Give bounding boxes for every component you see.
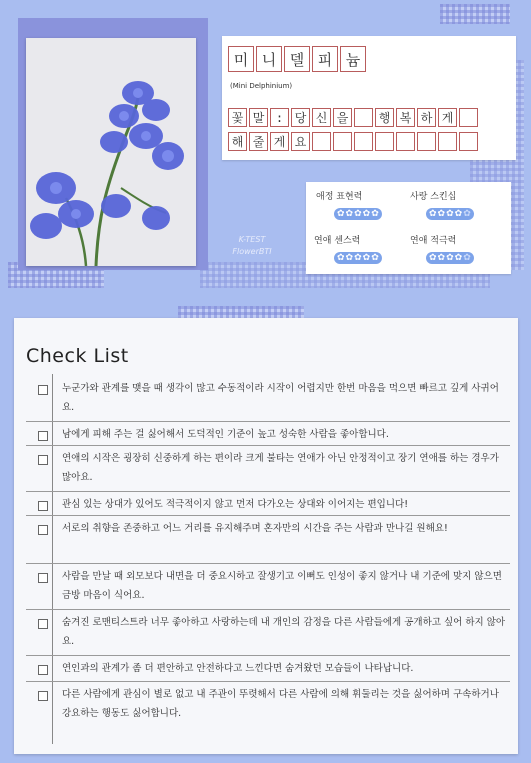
checklist-item-text: 다른 사람에게 관심이 별로 없고 내 주관이 뚜렷해서 다른 사람에 의해 휘둘리는 것을 싫어하며 구속하거나 강요하는 행동도 싫어합니다. [62, 689, 499, 719]
name-cell: 늄 [340, 46, 366, 72]
star-icon: ✿ [463, 253, 471, 263]
checklist-item [14, 422, 518, 446]
star-icon: ✿ [429, 209, 437, 219]
star-rating [334, 252, 382, 264]
star-icon: ✿ [354, 209, 362, 219]
stat-label: 연애 적극력 [410, 236, 457, 246]
checkbox[interactable] [38, 619, 48, 629]
checkbox[interactable] [38, 573, 48, 583]
meaning-cell: 꽃 [228, 108, 247, 127]
checkbox[interactable] [38, 691, 48, 701]
meaning-cell: 요 [291, 132, 310, 151]
name-cell: 미 [228, 46, 254, 72]
meaning-cell [312, 132, 331, 151]
flower-meaning-row-1 [228, 108, 478, 127]
brand-tag-line2: FlowerBTI [232, 247, 272, 256]
star-icon: ✿ [446, 209, 454, 219]
checklist-item-text: 남에게 피해 주는 걸 싫어해서 도덕적인 기준이 높고 성숙한 사람을 좋아합니다. [62, 429, 389, 440]
meaning-cell: 신 [312, 108, 331, 127]
meaning-cell: : [270, 108, 289, 127]
checklist-item [14, 516, 518, 564]
checklist-item-text: 서로의 취향을 존중하고 어느 거리를 유지해주며 혼자만의 시간을 주는 사람과 만나길 원해요! [62, 523, 448, 534]
brand-tag [222, 234, 282, 258]
meaning-cell [459, 132, 478, 151]
star-icon: ✿ [371, 209, 379, 219]
flower-photo [26, 38, 196, 266]
star-icon: ✿ [454, 253, 463, 263]
star-rating [426, 208, 474, 220]
meaning-cell [375, 132, 394, 151]
meaning-cell: 복 [396, 108, 415, 127]
checklist-item [14, 656, 518, 682]
meaning-cell [354, 132, 373, 151]
meaning-cell: 행 [375, 108, 394, 127]
flower-name-grid [228, 46, 366, 72]
meaning-cell [354, 108, 373, 127]
checklist-item [14, 446, 518, 492]
checklist-item-text: 누군가와 관계를 맺을 때 생각이 많고 수동적이라 시작이 어렵지만 한번 마음을 먹으면 빠르고 깊게 사귀어요. [62, 383, 499, 413]
checkbox[interactable] [38, 525, 48, 535]
meaning-cell [417, 132, 436, 151]
checkbox[interactable] [38, 501, 48, 511]
star-icon: ✿ [337, 253, 345, 263]
checklist-item-text: 연인과의 관계가 좀 더 편안하고 안전하다고 느낀다면 숨겨왔던 모습들이 나타납니다. [62, 663, 414, 674]
flower-name-card [222, 36, 516, 160]
delphinium-illustration [26, 38, 196, 266]
checklist-item-text: 연애의 시작은 굉장히 신중하게 하는 편이라 크게 불타는 연애가 아닌 안정적이고 장기 연애를 하는 경우가 많아요. [62, 453, 499, 483]
meaning-cell: 하 [417, 108, 436, 127]
star-icon: ✿ [345, 209, 354, 219]
checklist-item [14, 682, 518, 728]
meaning-cell: 게 [270, 132, 289, 151]
star-icon: ✿ [354, 253, 362, 263]
stat-label: 연애 센스력 [314, 236, 361, 246]
checklist-item-text: 관심 있는 상대가 있어도 적극적이지 않고 먼저 다가오는 상대와 이어지는 편입니다! [62, 499, 409, 510]
checkbox[interactable] [38, 665, 48, 675]
star-icon: ✿ [362, 253, 371, 263]
checklist-item [14, 376, 518, 422]
meaning-cell: 을 [333, 108, 352, 127]
star-icon: ✿ [437, 209, 446, 219]
star-icon: ✿ [337, 209, 345, 219]
meaning-cell: 당 [291, 108, 310, 127]
star-rating [426, 252, 474, 264]
checklist-item [14, 492, 518, 516]
meaning-cell: 해 [228, 132, 247, 151]
checklist-card [14, 318, 518, 754]
name-cell: 델 [284, 46, 310, 72]
meaning-cell [333, 132, 352, 151]
scientific-name: (Mini Delphinium) [230, 82, 293, 90]
meaning-cell [438, 132, 457, 151]
checkbox[interactable] [38, 385, 48, 395]
checklist-item-text: 숨겨진 로맨티스트라 너무 좋아하고 사랑하는데 내 개인의 감정을 다른 사람들에게 공개하고 싶어 하지 않아요. [62, 617, 506, 647]
star-icon: ✿ [362, 209, 371, 219]
flower-meaning-row-2 [228, 132, 478, 151]
star-icon: ✿ [463, 209, 471, 219]
star-icon: ✿ [446, 253, 454, 263]
star-icon: ✿ [437, 253, 446, 263]
checklist-title: Check List [26, 345, 129, 367]
star-rating [334, 208, 382, 220]
gingham-tape-top-right [440, 4, 510, 24]
stat-label: 사랑 스킨십 [410, 192, 457, 202]
checkbox[interactable] [38, 431, 48, 441]
stats-card [306, 182, 511, 274]
star-icon: ✿ [371, 253, 379, 263]
meaning-cell: 게 [438, 108, 457, 127]
meaning-cell [459, 108, 478, 127]
checklist-item-text: 사람을 만날 때 외모보다 내면을 더 중요시하고 잘생기고 이뻐도 인성이 좋지 않거나 내 기준에 맞지 않으면 금방 마음이 식어요. [62, 571, 502, 601]
name-cell: 니 [256, 46, 282, 72]
meaning-cell: 줄 [249, 132, 268, 151]
meaning-cell [396, 132, 415, 151]
checklist-item [14, 610, 518, 656]
star-icon: ✿ [429, 253, 437, 263]
star-icon: ✿ [345, 253, 354, 263]
checklist-item [14, 564, 518, 610]
checkbox[interactable] [38, 455, 48, 465]
meaning-cell: 말 [249, 108, 268, 127]
stat-label: 애정 표현력 [316, 192, 363, 202]
star-icon: ✿ [454, 209, 463, 219]
brand-tag-line1: K-TEST [238, 235, 266, 244]
name-cell: 피 [312, 46, 338, 72]
